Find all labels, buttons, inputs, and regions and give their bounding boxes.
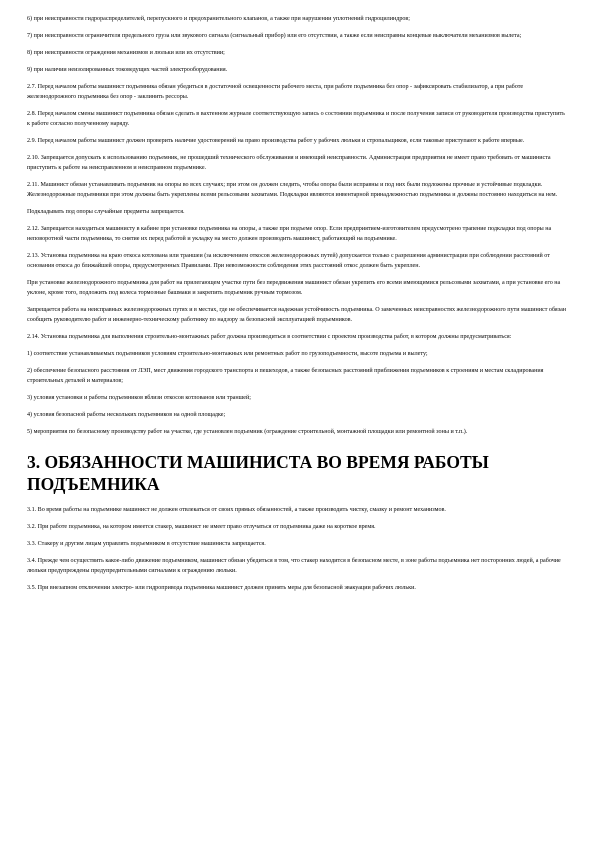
- document-page: [27, 14, 569, 593]
- paragraph: 2.12. Запрещается находиться машинисту в кабине при установке подъемника на опоры, а также при подъеме опор. Если предприятием-изготовителем предусмотрено трапение подкладки под опоры на неповоротной части подъемника, то снятие их перед работой и укладку на место должен производить машинист, работающий на подъемнике.: [27, 226, 552, 242]
- paragraph: 3.4. Прежде чем осуществить какое-либо движение подъемником, машинист обязан убедиться в том, что стакер находится в безопасном месте, в зоне работы подъемника нет посторонних людей, а рабочие люльки предупреждены предупредительными сигналами к ограждению люльки.: [27, 558, 561, 574]
- paragraph: 6) при неисправности гидрораспределителей, перепускного и предохранительного клапанов, а также при нарушении уплотнений гидроцилиндров;: [27, 16, 411, 22]
- paragraph: 8) при неисправности ограждения механизмов и люльки или их отсутствии;: [27, 50, 225, 56]
- paragraph: 9) при наличии неизолированных токоведущих частей электрооборудования.: [27, 67, 228, 73]
- paragraph: 3.2. При работе подъемника, на котором имеется стакер, машинист не имеет право отлучаться от подъемника даже на короткое время.: [27, 524, 376, 530]
- paragraph: 3) условия установки и работы подъемников вблизи откосов котлованов или траншей;: [27, 395, 251, 401]
- paragraph: 4) условия безопасной работы нескольких подъемников на одной площадке;: [27, 412, 226, 418]
- paragraph: 5) мероприятия по безопасному производству работ на участке, где установлен подъемник (ограждение строительной, монтажной площадки или ремонтной зоны и т.п.).: [27, 429, 468, 435]
- paragraph: Подкладывать под опоры случайные предметы запрещается.: [27, 209, 185, 215]
- paragraph: 3.1. Во время работы на подъемнике машинист не должен отвлекаться от своих прямых обязанностей, а также производить чистку, смазку и ремонт механизмов.: [27, 507, 446, 513]
- paragraph: 2.10. Запрещается допускать к использованию подъемник, не прошедший технического обслуживания и имеющий неисправности. Администрация предприятия не имеет право требовать от машиниста приступить к работе на неисправленном и неисправном подъемнике.: [27, 155, 551, 171]
- paragraph: При установке железнодорожного подъемника для работ на прилегающем участке пути без передвижения машинист обязан укрепить его всеми имеющимися рельсовыми захватами, а при установке его на уклоне, кроме того, подложить под колеса тормозные башмаки и закрепить подъемник ручным тормозом.: [27, 280, 561, 296]
- paragraph: 2.14. Установка подъемника для выполнения строительно-монтажных работ должна производиться в соответствии с проектом производства работ, в котором должны предусматриваться:: [27, 334, 512, 340]
- paragraph: 2.11. Машинист обязан устанавливать подъемник на опоры во всех случаях; при этом он должен следить, чтобы опоры были исправны и под них были подложены прочные и устойчивые подкладки. Железнодорожные подъемники при этом должны быть укреплены всеми рельсовыми захватами. Подкладки являются инвентарной принадлежностью подъемника и должны постоянно находиться на нем.: [27, 182, 558, 198]
- paragraph: 2.13. Установка подъемника на краю откоса котлована или траншеи (за исключением откосов железнодорожных путей) допускается только с разрешения администрации при соблюдении расстояний от основания откоса до ближайшей опоры, предусмотренных Правилами. При невозможности соблюдения этих расстояний откос должен быть укреплен.: [27, 253, 550, 269]
- paragraph: 3.5. При внезапном отключении электро- или гидропривода подъемника машинист должен принять меры для безопасной эвакуации рабочих люльки.: [27, 585, 416, 591]
- paragraph: 2.8. Перед началом смены машинист подъемника обязан сделать в вахтенном журнале соответствующую запись о состоянии подъемника и после получения записи от руководителя производства приступить к работе согласно полученному наряду.: [27, 111, 565, 127]
- paragraph: 2.9. Перед началом работы машинист должен проверить наличие удостоверений на право производства работ у рабочих люльки и стропальщиков, если таковые приступают к работе впервые.: [27, 138, 525, 144]
- paragraph: 1) соответствие устанавливаемых подъемников условиям строительно-монтажных или ремонтных работ по грузоподъемности, высоте подъема и вылету;: [27, 351, 428, 357]
- paragraph: 2) обеспечение безопасного расстояния от ЛЭП, мест движения городского транспорта и пешеходов, а также безопасных расстояний приближения подъемников к строениям и местам складирования строительных деталей и материалов;: [27, 368, 544, 384]
- paragraph: 7) при неисправности ограничителя предельного груза или звукового сигнала (сигнальный прибор) или его отсутствии, а также если неисправны концевые выключатели механизмов вылета;: [27, 33, 522, 39]
- paragraph: Запрещается работа на неисправных железнодорожных путях и в местах, где не обеспечивается надежная устойчивость подъемника. О замеченных неисправностях железнодорожного пути машинист обязан сообщить руководителю работ и инженерно-техническому работнику по надзору за безопасной эксплуатацией подъемников.: [27, 307, 567, 323]
- paragraph: 2.7. Перед началом работы машинист подъемника обязан убедиться в достаточной освещенности рабочего места, при работе подъемника без опор - зафиксировать стабилизатор, а при работе железнодорожного подъемника без опор - заклинить рессоры.: [27, 84, 524, 100]
- section-heading: 3. ОБЯЗАННОСТИ МАШИНИСТА ВО ВРЕМЯ РАБОТЫ ПОДЪЕМНИКА: [27, 452, 489, 494]
- paragraph: 3.3. Стакеру и другим лицам управлять подъемником в отсутствие машиниста запрещается.: [27, 541, 266, 547]
